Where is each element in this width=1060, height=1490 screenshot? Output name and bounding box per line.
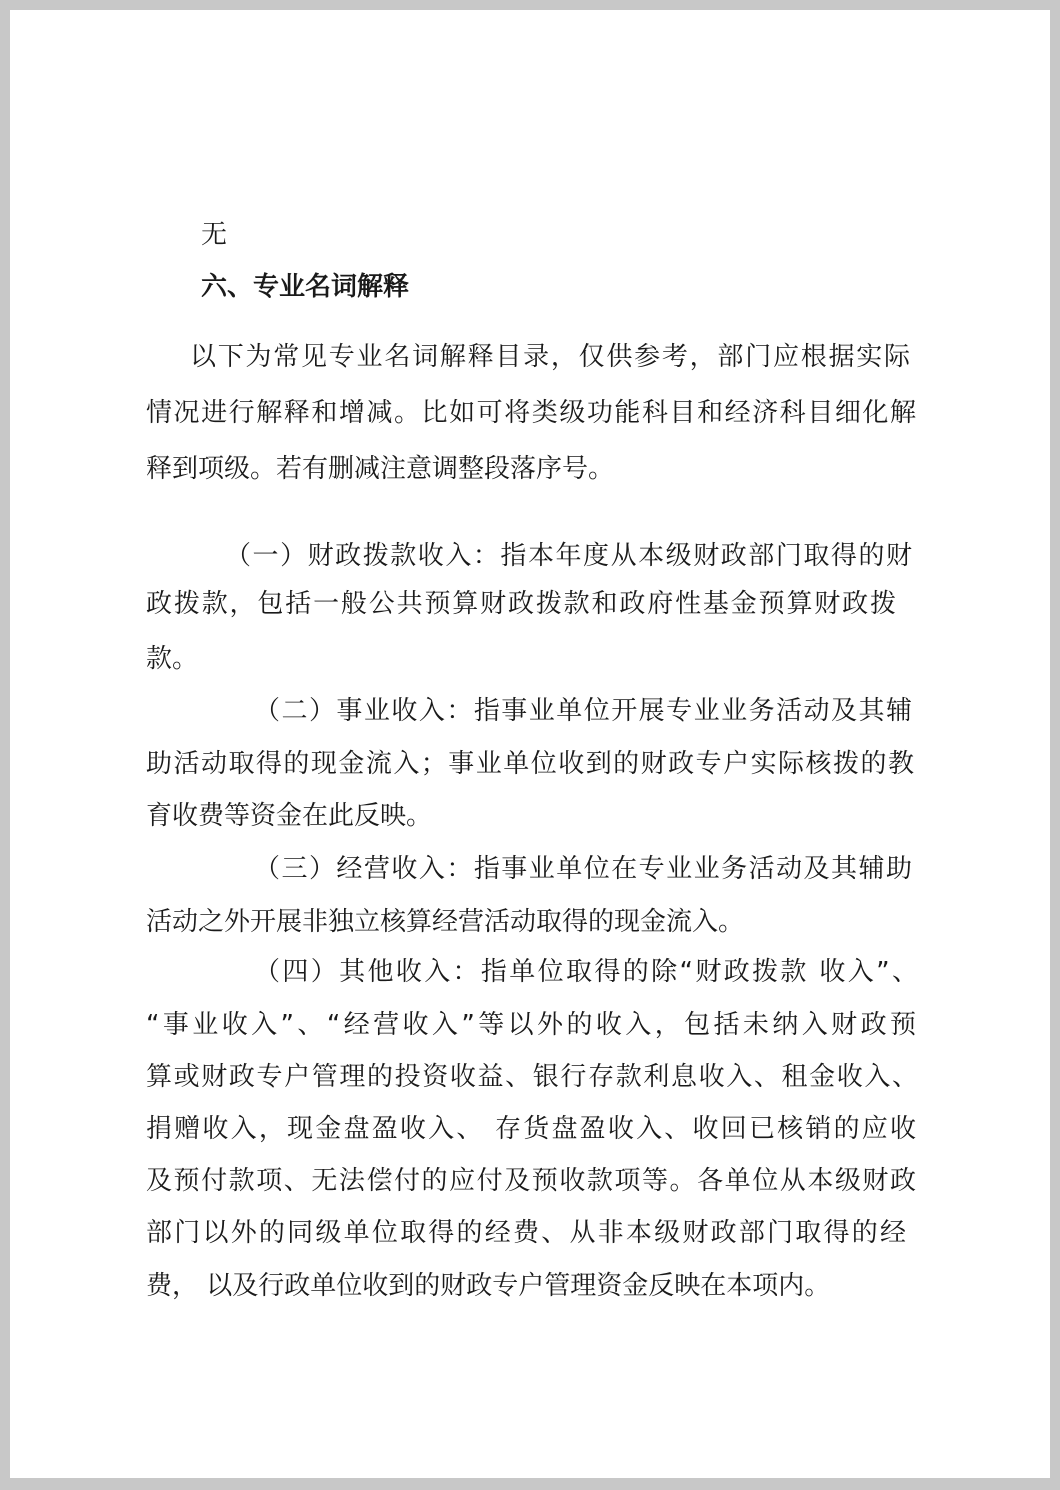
- definition-2-line-3: 育收费等资金在此反映。: [146, 801, 433, 831]
- definition-1-line-3: 款。: [146, 644, 199, 674]
- definition-3-line-2: 活动之外开展非独立核算经营活动取得的现金流入。: [146, 907, 745, 937]
- definition-4-line-4: 捐赠收入，现金盘盈收入、 存货盘盈收入、收回已核销的应收: [146, 1114, 916, 1144]
- intro-line-3: 释到项级。若有删减注意调整段落序号。: [146, 454, 615, 484]
- definition-1-line-2: 政拨款，包括一般公共预算财政拨款和政府性基金预算财政拨: [146, 589, 896, 619]
- section-heading: 六、专业名词解释: [201, 272, 410, 302]
- definition-4-line-6: 部门以外的同级单位取得的经费、从非本级财政部门取得的经: [146, 1218, 906, 1248]
- definition-4-line-2: “事业收入”、“经营收入”等以外的收入，包括未纳入财政预: [146, 1010, 916, 1040]
- intro-line-2: 情况进行解释和增减。比如可将类级功能科目和经济科目细化解: [146, 398, 916, 428]
- intro-line-1: 以下为常见专业名词解释目录，仅供参考，部门应根据实际: [190, 342, 910, 372]
- none-line: 无: [201, 220, 228, 250]
- definition-2-line-2: 助活动取得的现金流入；事业单位收到的财政专户实际核拨的教: [146, 749, 914, 779]
- definition-4-line-5: 及预付款项、无法偿付的应付及预收款项等。各单位从本级财政: [146, 1166, 916, 1196]
- definition-4-line-3: 算或财政专户管理的投资收益、银行存款利息收入、租金收入、: [146, 1062, 918, 1092]
- document-page: [10, 10, 1050, 1478]
- definition-2-line-1: （二）事业收入：指事业单位开展专业业务活动及其辅: [254, 696, 912, 726]
- definition-3-line-1: （三）经营收入：指事业单位在专业业务活动及其辅助: [254, 854, 912, 884]
- definition-1-line-1: （一）财政拨款收入：指本年度从本级财政部门取得的财: [225, 541, 912, 571]
- definition-4-line-1: （四）其他收入：指单位取得的除“财政拨款 收入”、: [254, 957, 918, 987]
- definition-4-line-7: 费， 以及行政单位收到的财政专户管理资金反映在本项内。: [146, 1271, 831, 1301]
